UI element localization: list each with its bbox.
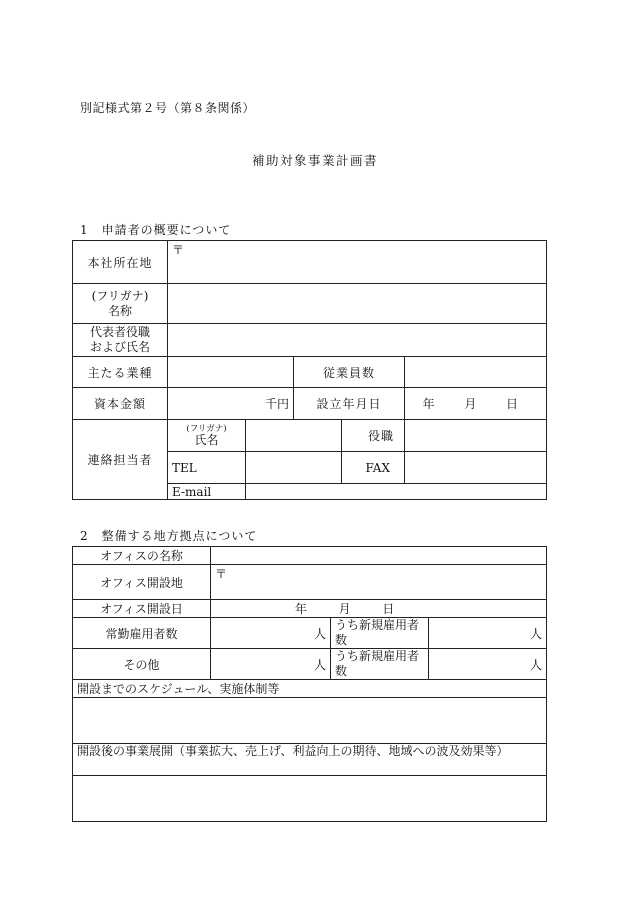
- day-unit: 日: [382, 602, 395, 616]
- industry-field[interactable]: [168, 357, 294, 388]
- person-unit: 人: [529, 626, 542, 641]
- year-unit: 年: [295, 602, 308, 616]
- day-unit: 日: [506, 397, 519, 411]
- new-hire-label: うち新規雇用者数: [331, 618, 429, 649]
- person-unit: 人: [313, 657, 326, 672]
- postal-mark: 〒: [172, 243, 185, 257]
- representative-field[interactable]: [168, 324, 547, 357]
- office-location-field[interactable]: [211, 565, 547, 600]
- person-unit: 人: [313, 626, 326, 641]
- office-date-label: オフィス開設日: [73, 600, 211, 618]
- document-title: 補助対象事業計画書: [251, 153, 378, 168]
- employees-label: 従業員数: [294, 357, 405, 388]
- postal-mark: 〒: [215, 567, 228, 581]
- other-new-hire-label: うち新規雇用者数: [331, 649, 429, 680]
- schedule-label: 開設までのスケジュール、実施体制等: [73, 680, 547, 698]
- fax-field[interactable]: [405, 452, 547, 484]
- contact-label: 連絡担当者: [73, 420, 168, 500]
- other-new-hire-field[interactable]: [429, 649, 547, 680]
- contact-name-text: 氏名: [194, 433, 219, 447]
- head-office-field[interactable]: [168, 241, 547, 284]
- new-hire-field[interactable]: [429, 618, 547, 649]
- contact-furigana: (フリガナ): [186, 424, 227, 434]
- name-label: 名称: [107, 303, 132, 318]
- company-name-field[interactable]: [168, 284, 547, 324]
- section1-heading: 1 申請者の概要について: [80, 223, 232, 237]
- company-name-label: [73, 284, 168, 324]
- month-unit: 月: [338, 602, 351, 616]
- contact-name-field[interactable]: [246, 420, 342, 452]
- office-location-label: オフィス開設地: [73, 565, 211, 600]
- form-number: 別記様式第２号（第８条関係）: [80, 101, 256, 115]
- email-label: E-mail: [168, 484, 246, 500]
- month-unit: 月: [464, 397, 477, 411]
- furigana-label: (フリガナ): [91, 288, 149, 303]
- other-field[interactable]: [211, 649, 331, 680]
- position-label: 役職: [342, 420, 405, 452]
- tel-field[interactable]: [246, 452, 342, 484]
- development-field[interactable]: [73, 776, 547, 822]
- position-field[interactable]: [405, 420, 547, 452]
- capital-label: 資本金額: [73, 388, 168, 420]
- employees-field[interactable]: [405, 357, 547, 388]
- representative-label: [73, 324, 168, 357]
- regional-base-table: [72, 546, 547, 822]
- rep-label-line2: および氏名: [89, 340, 150, 354]
- person-unit: 人: [529, 657, 542, 672]
- email-field[interactable]: [246, 484, 547, 500]
- fulltime-field[interactable]: [211, 618, 331, 649]
- other-label: その他: [73, 649, 211, 680]
- capital-field[interactable]: [168, 388, 294, 420]
- fulltime-label: 常勤雇用者数: [73, 618, 211, 649]
- contact-name-label: [168, 420, 246, 452]
- office-date-field[interactable]: [211, 600, 547, 618]
- capital-unit: 千円: [264, 397, 289, 411]
- section2-heading: 2 整備する地方拠点について: [80, 529, 258, 543]
- fax-label: FAX: [342, 452, 405, 484]
- year-unit: 年: [422, 397, 435, 411]
- office-name-label: オフィスの名称: [73, 547, 211, 565]
- tel-label: TEL: [168, 452, 246, 484]
- head-office-label: 本社所在地: [73, 241, 168, 284]
- office-name-field[interactable]: [211, 547, 547, 565]
- industry-label: 主たる業種: [73, 357, 168, 388]
- established-label: 設立年月日: [294, 388, 405, 420]
- development-label: 開設後の事業展開（事業拡大、売上げ、利益向上の期待、地域への波及効果等）: [73, 744, 547, 776]
- established-field[interactable]: [405, 388, 547, 420]
- rep-label-line1: 代表者役職: [89, 325, 150, 339]
- applicant-overview-table: [72, 240, 547, 500]
- schedule-field[interactable]: [73, 698, 547, 744]
